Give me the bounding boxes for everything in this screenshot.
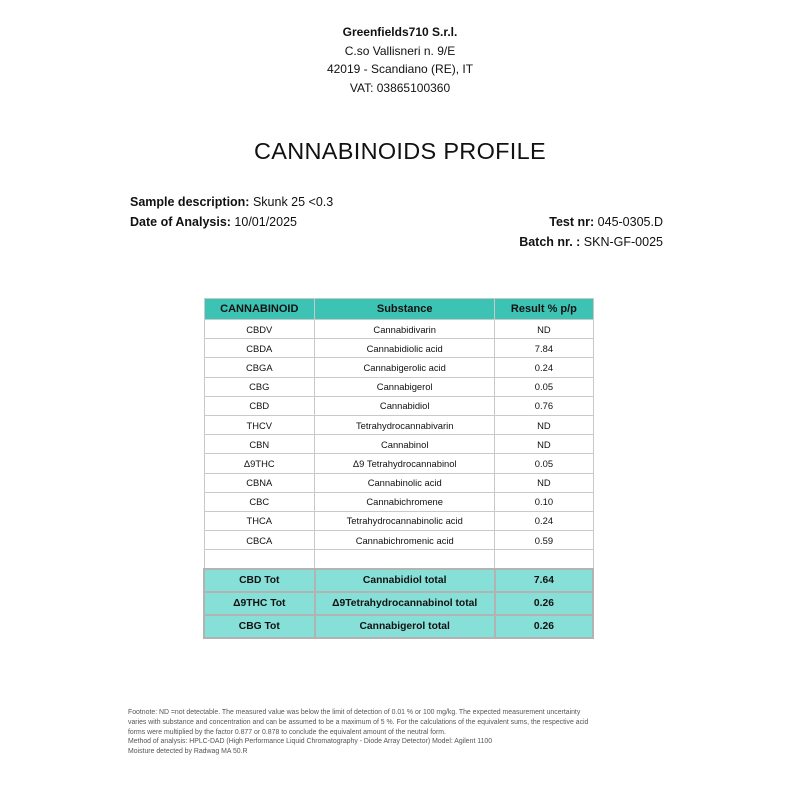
cannabinoid-code: THCA <box>204 511 315 530</box>
footnote-line: forms were multiplied by the factor 0.877 or 0.878 to conclude the equivalent amount of the neutral form. <box>128 728 446 736</box>
result-value: 0.76 <box>495 396 593 415</box>
method-of-analysis: Method of analysis: HPLC-DAD (High Performance Liquid Chromatography - Diode Array Detector) Model: Agilent 1100 <box>128 738 493 746</box>
substance-name: Cannabichromene <box>315 492 495 511</box>
substance-name: Cannabinolic acid <box>315 473 495 492</box>
company-name: Greenfields710 S.r.l. <box>342 25 458 39</box>
table-row <box>204 358 593 377</box>
cannabinoid-results-table <box>203 298 594 639</box>
total-row <box>204 592 593 615</box>
result-value: 7.84 <box>495 339 593 358</box>
table-row <box>204 435 593 454</box>
cannabinoid-code: CBDV <box>204 320 315 339</box>
cannabinoid-code: THCV <box>204 415 315 434</box>
table-row <box>204 511 593 530</box>
total-code: CBD Tot <box>204 569 315 592</box>
table-row <box>204 473 593 492</box>
cannabinoid-code: CBCA <box>204 531 315 550</box>
result-value: 0.24 <box>495 358 593 377</box>
analysis-date <box>130 215 297 229</box>
footnote-line: Footnote: ND =not detectable. The measured value was below the limit of detection of 0.01 % or 100 mg/kg. The expected measurement uncertainty <box>128 709 581 716</box>
cannabinoid-code: CBD <box>204 396 315 415</box>
table-row <box>204 396 593 415</box>
total-substance: Cannabigerol total <box>315 615 495 638</box>
blank-spacer-row <box>204 550 593 570</box>
total-code: CBG Tot <box>204 615 315 638</box>
total-code: Δ9THC Tot <box>204 592 315 615</box>
cannabinoid-code: CBG <box>204 377 315 396</box>
substance-name: Δ9 Tetrahydrocannabinol <box>315 454 495 473</box>
table-row <box>204 377 593 396</box>
total-value: 0.26 <box>495 615 593 638</box>
footnote-line: varies with substance and concentration and can be assumed to be a maximum of 5 %. For the calculations of the equivalent sums, the respective acid <box>128 718 589 726</box>
substance-name: Cannabichromenic acid <box>315 531 495 550</box>
company-address-city: 42019 - Scandiano (RE), IT <box>326 62 474 76</box>
header-cannabinoid: CANNABINOID <box>204 299 315 320</box>
substance-name: Cannabidiol <box>315 396 495 415</box>
table-row <box>204 320 593 339</box>
test-number-value: 045-0305.D <box>594 215 663 229</box>
batch-number <box>519 235 663 249</box>
sample-description <box>130 195 333 209</box>
result-value: 0.10 <box>495 492 593 511</box>
substance-name: Cannabidiolic acid <box>315 339 495 358</box>
company-vat: VAT: 03865100360 <box>349 80 451 95</box>
page-title: CANNABINOIDS PROFILE <box>254 138 546 164</box>
result-value: 0.59 <box>495 531 593 550</box>
substance-name: Cannabidivarin <box>315 320 495 339</box>
total-value: 7.64 <box>495 569 593 592</box>
result-value: ND <box>495 415 593 434</box>
cannabinoid-code: CBC <box>204 492 315 511</box>
test-number <box>549 215 663 229</box>
cannabinoid-code: CBNA <box>204 473 315 492</box>
table-row <box>204 415 593 434</box>
substance-name: Cannabigerol <box>315 377 495 396</box>
substance-name: Tetrahydrocannabinolic acid <box>315 511 495 530</box>
header-result: Result % p/p <box>495 299 593 320</box>
total-substance: Δ9Tetrahydrocannabinol total <box>315 592 495 615</box>
table-row <box>204 339 593 358</box>
footnote <box>128 708 668 757</box>
company-address-street: C.so Vallisneri n. 9/E <box>344 43 456 58</box>
analysis-date-value: 10/01/2025 <box>230 215 297 229</box>
batch-number-value: SKN-GF-0025 <box>580 235 663 249</box>
moisture-note: Moisture detected by Radwag MA 50.R <box>128 748 248 756</box>
sample-description-value: Skunk 25 <0.3 <box>249 195 334 209</box>
total-row <box>204 569 593 592</box>
result-value: 0.05 <box>495 377 593 396</box>
table-row <box>204 454 593 473</box>
result-value: ND <box>495 473 593 492</box>
substance-name: Tetrahydrocannabivarin <box>315 415 495 434</box>
company-header <box>0 23 800 97</box>
result-value: 0.24 <box>495 511 593 530</box>
analysis-date-label: Date of Analysis: <box>130 215 231 229</box>
batch-number-label: Batch nr. : <box>519 235 581 249</box>
total-substance: Cannabidiol total <box>315 569 495 592</box>
substance-name: Cannabinol <box>315 435 495 454</box>
table-row <box>204 531 593 550</box>
result-value: 0.05 <box>495 454 593 473</box>
cannabinoid-code: Δ9THC <box>204 454 315 473</box>
test-number-label: Test nr: <box>549 215 595 229</box>
result-value: ND <box>495 435 593 454</box>
sample-description-label: Sample description: <box>130 195 250 209</box>
table-row <box>204 492 593 511</box>
cannabinoid-code: CBN <box>204 435 315 454</box>
cannabinoid-code: CBDA <box>204 339 315 358</box>
header-substance: Substance <box>315 299 495 320</box>
table-header-row <box>204 299 593 320</box>
total-value: 0.26 <box>495 592 593 615</box>
result-value: ND <box>495 320 593 339</box>
cannabinoid-code: CBGA <box>204 358 315 377</box>
total-row <box>204 615 593 638</box>
substance-name: Cannabigerolic acid <box>315 358 495 377</box>
